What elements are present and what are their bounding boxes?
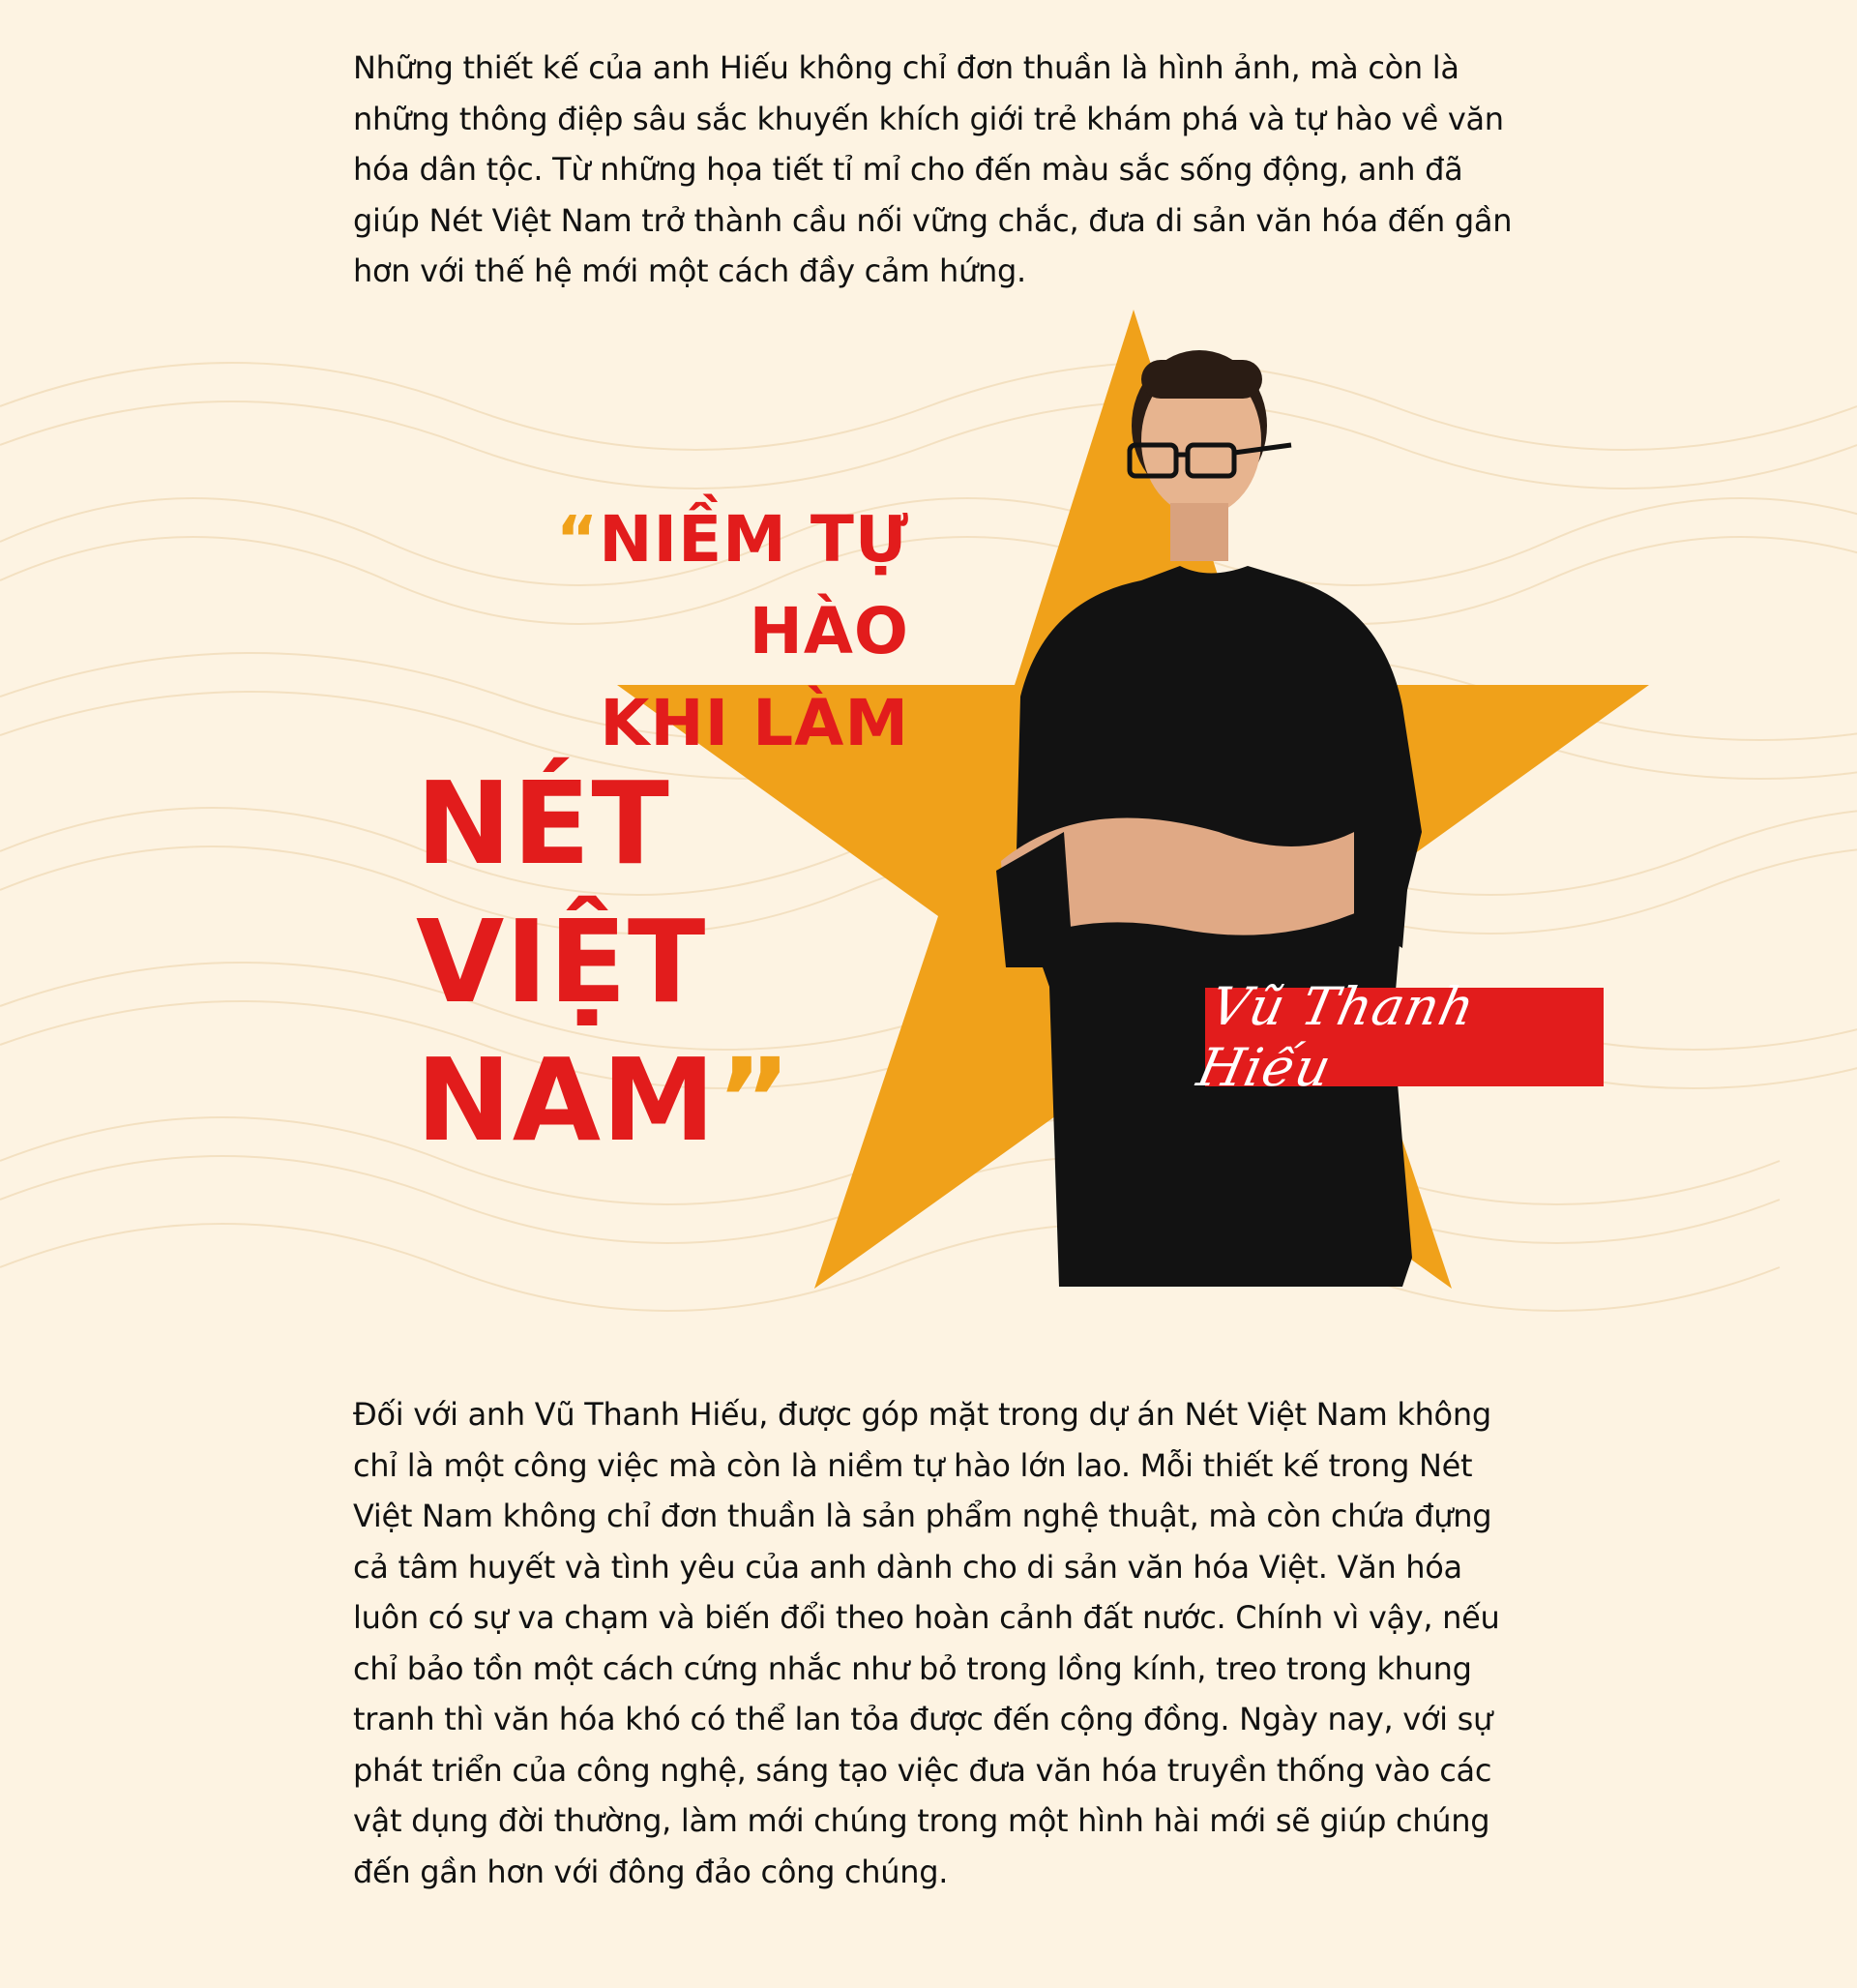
close-quote-mark: ” <box>716 1033 793 1167</box>
quote-line-1: NIỀM TỰ HÀO <box>599 502 909 668</box>
quote-heading-small <box>406 493 909 769</box>
quote-big-line-1: NÉT <box>416 757 670 890</box>
quote-heading-big <box>416 755 880 1170</box>
quote-line-2: KHI LÀM <box>600 686 909 760</box>
portrait-silhouette <box>0 290 1857 1316</box>
intro-paragraph: Những thiết kế của anh Hiếu không chỉ đơn thuần là hình ảnh, mà còn là những thông điệp sâu sắc khuyến khích giới trẻ khám phá và tự hào về văn hóa dân tộc. Từ những họa tiết tỉ mỉ cho đến màu sắc sống động, anh đã giúp Nét Việt Nam trở thành cầu nối vững chắc, đưa di sản văn hóa đến gần hơn với thế hệ mới một cách đầy cảm hứng. <box>353 49 1513 289</box>
open-quote-mark: “ <box>555 502 600 577</box>
name-signature: Vũ Thanh Hiếu <box>1192 976 1481 1098</box>
quote-big-line-3: NAM <box>416 1033 717 1167</box>
quote-big-line-2: VIỆT <box>416 895 707 1028</box>
name-badge <box>1192 976 1604 1098</box>
body-paragraph: Đối với anh Vũ Thanh Hiếu, được góp mặt trong dự án Nét Việt Nam không chỉ là một công việc mà còn là niềm tự hào lớn lao. Mỗi thiết kế trong Nét Việt Nam không chỉ đơn thuần là sản phẩm nghệ thuật, mà còn chứa đựng cả tâm huyết và tình yêu của anh dành cho di sản văn hóa Việt. Văn hóa luôn có sự va chạm và biến đổi theo hoàn cảnh đất nước. Chính vì vậy, nếu chỉ bảo tồn một cách cứng nhắc như bỏ trong lồng kính, treo trong khung tranh thì văn hóa khó có thể lan tỏa được đến cộng đồng. Ngày nay, với sự phát triển của công nghệ, sáng tạo việc đưa văn hóa truyền thống vào các vật dụng đời thường, làm mới chúng trong một hình hài mới sẽ giúp chúng đến gần hơn với đông đảo công chúng. <box>353 1396 1500 1890</box>
quote-feature <box>0 290 1857 1316</box>
